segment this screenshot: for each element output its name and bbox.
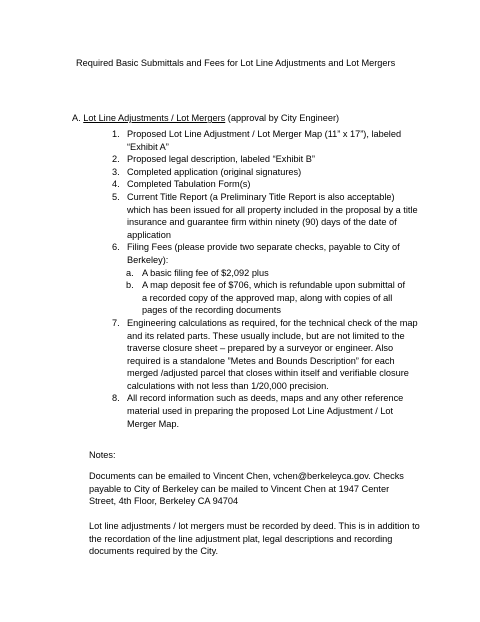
list-item [112,128,442,153]
list-item-text [127,178,442,191]
notes-label: Notes: [89,450,116,460]
list-item-line: All record information such as deeds, maps and any other reference [127,393,404,404]
list-subitem-text [142,267,442,280]
list-item-line: and its related parts. These usually include, but are not limited to the [127,330,405,341]
list-item-number: 1. [112,129,120,139]
list-item-line: required is a standalone ”Metes and Bounds Description” for each [127,355,395,366]
list-item-text [127,392,442,430]
list-item-number: 6. [112,242,120,253]
list-subitem-line: A basic filing fee of $2,092 plus [142,267,269,278]
list-item-line: Filing Fees (please provide two separate checks, payable to City of [127,242,400,253]
list-item-line: traverse closure sheet – prepared by a surveyor or engineer. Also [127,343,394,354]
list-item-number: 5. [112,191,120,202]
list-subitem [112,267,442,280]
list-item [112,392,442,430]
list-item-number: 3. [112,166,120,177]
list-item-line: Current Title Report (a Preliminary Title Report is also acceptable) [127,191,395,202]
list-subitem-label: b. [126,280,134,291]
list-item [112,166,442,179]
list-item [112,317,442,393]
list-item-line: Proposed Lot Line Adjustment / Lot Merger Map (11” x 17”), labeled [127,129,402,139]
list-item-line: Engineering calculations as required, for the technical check of the map [127,317,418,328]
list-item-line: Merger Map. [127,418,180,429]
list-item-text [127,153,442,166]
list-item-number: 2. [112,154,120,165]
section-a-heading [72,112,339,125]
list-item [112,191,442,241]
document-title: Required Basic Submittals and Fees for Lot Line Adjustments and Lot Mergers [76,58,396,68]
section-a-prefix: A. [72,113,81,123]
list-item-text [127,241,442,266]
list-item-line: Completed application (original signatures) [127,166,302,177]
list-subitem-line: pages of the recording documents [142,305,281,316]
list-item-line: merged /adjusted parcel that closes within itself and verifiable closure [127,368,409,379]
list-item-number: 7. [112,317,120,328]
list-item-line: Completed Tabulation Form(s) [127,179,251,190]
list-item [112,178,442,191]
list-item-number: 4. [112,179,120,190]
list-item [112,241,442,266]
section-a-heading-rest: (approval by City Engineer) [225,113,340,123]
list-item-line: calculations with not less than 1/20,000 precision. [127,380,329,391]
list-item-line: application [127,229,171,240]
list-item-text [127,191,442,241]
list-subitem-label: a. [126,267,134,278]
paragraph-line: payable to City of Berkeley can be mailed to Vincent Chen at 1947 Center [89,483,390,494]
list-subitem-text [142,279,442,317]
list-subitem-line: A map deposit fee of $706, which is refundable upon submittal of [142,280,406,291]
notes-paragraph-recording [89,520,439,558]
paragraph-line: Documents can be emailed to Vincent Chen, vchen@berkeleyca.gov. Checks [89,471,404,481]
list-item-line: material used in preparing the proposed Lot Line Adjustment / Lot [127,406,394,417]
notes-paragraph-contact [89,470,439,508]
list-item-line: Proposed legal description, labeled “Exhibit B” [127,154,315,165]
submittal-list [112,128,442,430]
list-subitem [112,279,442,317]
list-item-line: which has been issued for all property included in the proposal by a title [127,204,418,215]
list-item-line: Berkeley): [127,254,169,265]
paragraph-line: Lot line adjustments / lot mergers must be recorded by deed. This is in addition to [89,521,420,531]
list-item-text [127,128,442,153]
paragraph-line: the recordation of the line adjustment plat, legal descriptions and recording [89,533,393,544]
list-item-number: 8. [112,393,120,404]
paragraph-line: documents required by the City. [89,546,219,557]
list-item-text [127,166,442,179]
section-a-heading-underlined: Lot Line Adjustments / Lot Mergers [83,113,226,123]
paragraph-line: Street, 4th Floor, Berkeley CA 94704 [89,496,239,507]
list-item-text [127,317,442,393]
list-item-line: insurance and guarantee firm within ninety (90) days of the date of [127,217,397,228]
list-item-line: “Exhibit A” [127,141,169,152]
list-item [112,153,442,166]
list-subitem-line: a recorded copy of the approved map, along with copies of all [142,292,393,303]
